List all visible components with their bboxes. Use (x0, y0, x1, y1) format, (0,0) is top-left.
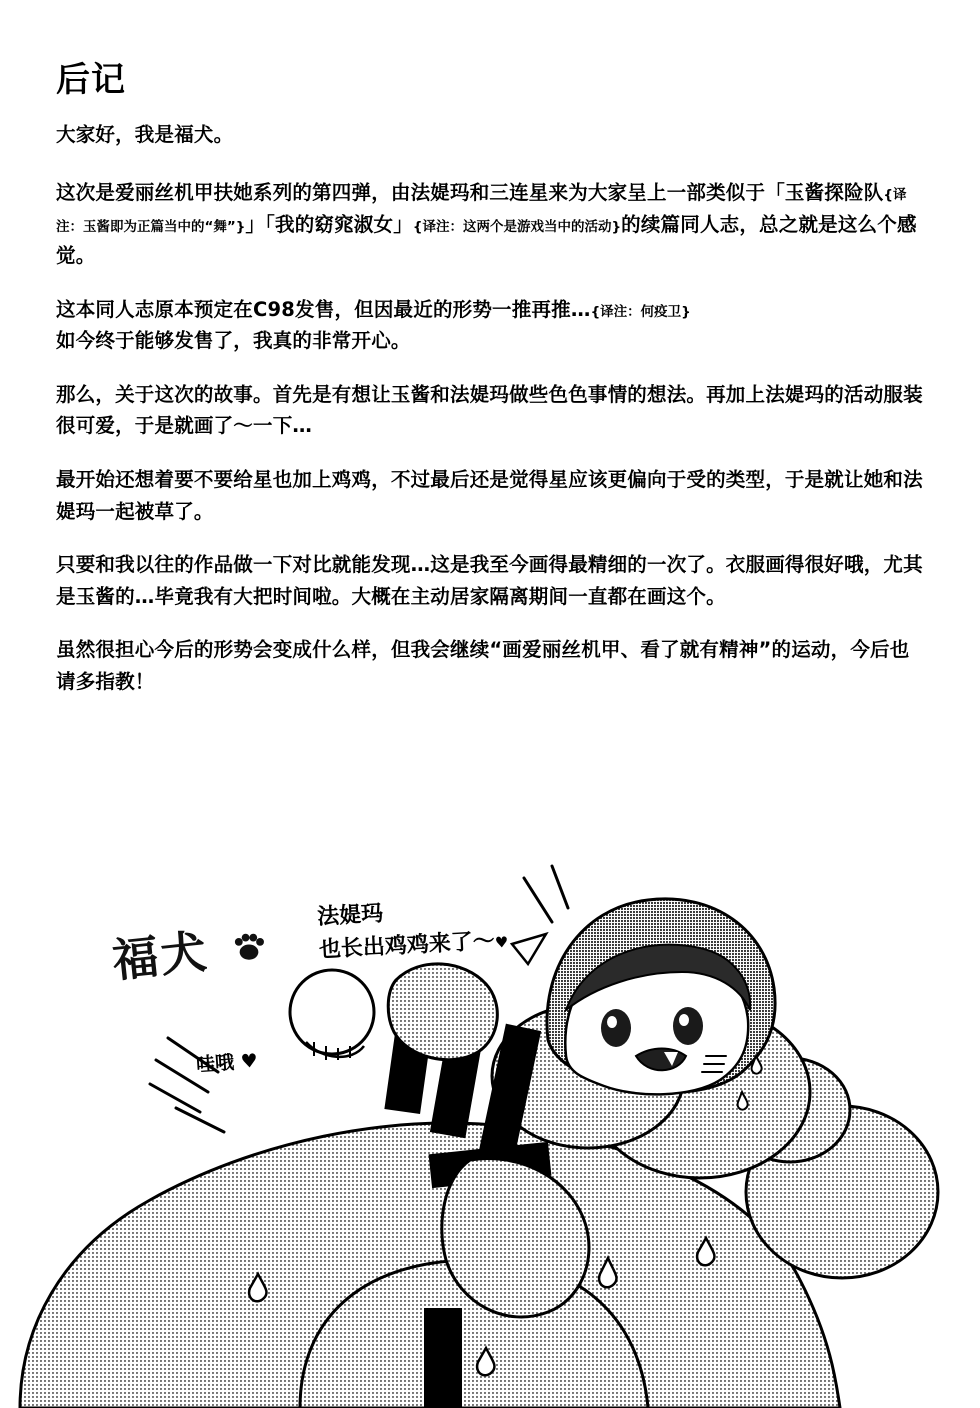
speech-bubble-text (316, 891, 509, 967)
afterword-paragraph-1 (56, 177, 926, 272)
text-run: 的续篇同人志，总之就是这么个感觉。 (56, 212, 917, 268)
translator-note: {译注：玉酱即为正篇当中的“舞”} (56, 186, 907, 235)
text-run: 这次是爱丽丝机甲扶她系列的第四弹，由法媞玛和三连星来为大家呈上一部类似于「玉酱探险队 (56, 180, 884, 204)
text-run: 」「我的窈窕淑女」 (245, 212, 413, 236)
text-run: 如今终于能够发售了，我真的非常开心。 (56, 329, 411, 353)
speech-bubble-line-2: 也长出鸡鸡来了～♥ (318, 928, 509, 963)
afterword-section (56, 62, 926, 719)
artist-signature-logo: 福犬 (109, 924, 211, 988)
afterword-paragraph-6 (56, 634, 926, 697)
paw-print-icon (232, 930, 266, 964)
page-title: 后记 (56, 60, 126, 100)
text-run: 这本同人志原本预定在C98发售，但因最近的形势一推再推… (56, 297, 591, 321)
afterword-paragraph-5 (56, 549, 926, 612)
afterword-greeting: 大家好，我是福犬。 (56, 123, 234, 147)
afterword-paragraph-3 (56, 379, 926, 442)
text-run: 那么，关于这次的故事。首先是有想让玉酱和法媞玛做些色色事情的想法。再加上法媞玛的活动服装很可爱，于是就画了～一下… (56, 382, 923, 438)
speech-bubble-line-1: 法媞玛 (316, 901, 384, 930)
afterword-paragraph-4 (56, 464, 926, 527)
text-run: 虽然很担心今后的形势会变成什么样，但我会继续“画爱丽丝机甲、看了就有精神”的运动，今后也请多指教！ (56, 638, 910, 693)
translator-note: {译注：何疫卫} (590, 303, 691, 320)
afterword-paragraph-2 (56, 294, 926, 357)
sfx-text: 哇哦 ♥ (195, 1049, 259, 1077)
translator-note: {译注：这两个是游戏当中的活动} (412, 218, 622, 235)
text-run: 最开始还想着要不要给星也加上鸡鸡，不过最后还是觉得星应该更偏向于受的类型，于是就让她和法媞玛一起被草了。 (56, 468, 923, 523)
text-run: 只要和我以往的作品做一下对比就能发现…这是我至今画得最精细的一次了。衣服画得很好哦，尤其是玉酱的…毕竟我有大把时间啦。大概在主动居家隔离期间一直都在画这个。 (56, 553, 923, 608)
